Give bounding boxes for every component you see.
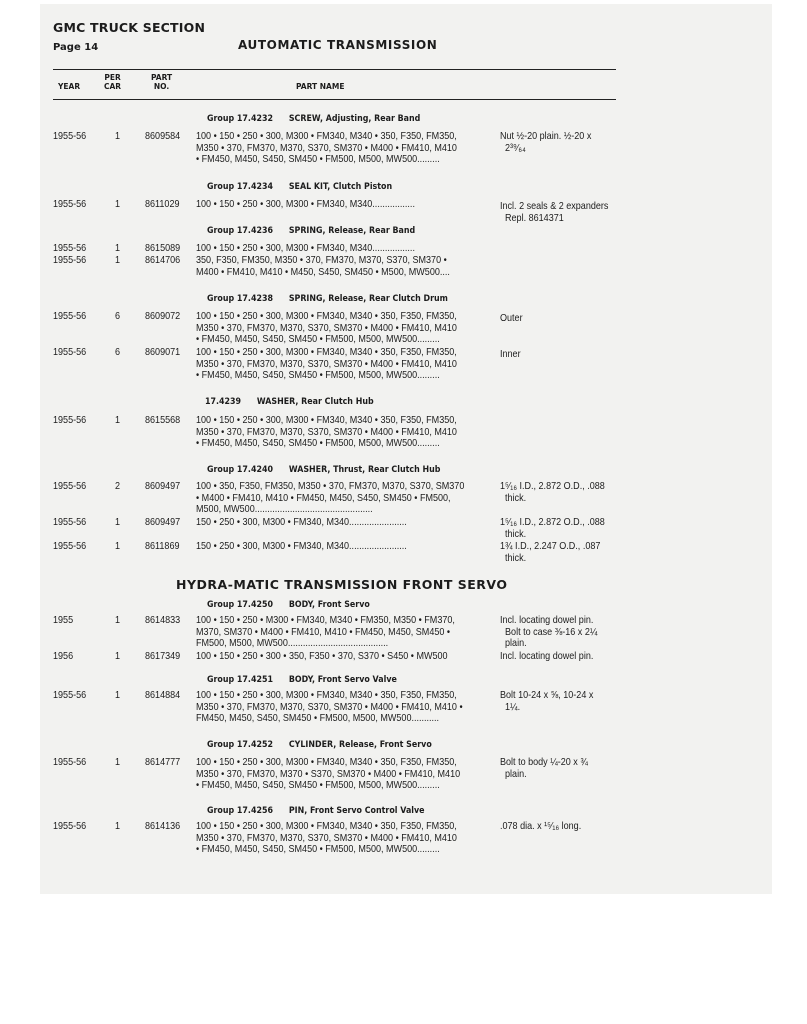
- row-year: 1955-56: [53, 414, 87, 426]
- row-part-number: 8609497: [145, 480, 181, 492]
- group-heading: Group 17.4234 SEAL KIT, Clutch Piston: [207, 182, 393, 192]
- row-year: 1955-56: [53, 756, 87, 768]
- row-description: 100 • 150 • 250 • 300, M300 • FM340, M340 • 350, F350, FM350, M350 • 370, FM370, M370, S370, SM370 • M400 • FM410, M410 • FM450, M450, S450, SM450 • FM500, M500, MW500.........: [196, 346, 457, 381]
- group-heading: Group 17.4251 BODY, Front Servo Valve: [207, 675, 397, 685]
- row-part-number: 8609497: [145, 516, 181, 528]
- row-qty: 2: [115, 480, 121, 492]
- row-part-number: 8611029: [145, 198, 180, 210]
- row-description: 100 • 150 • 250 • 300, M300 • FM340, M340 • 350, F350, FM350, M350 • 370, FM370, M370, S370, SM370 • M400 • FM410, M410 • FM450, M450, S450, SM450 • FM500, M500, MW500.........: [196, 820, 457, 855]
- row-qty: 1: [115, 756, 121, 768]
- row-year: 1955-56: [53, 480, 87, 492]
- row-remark: .078 dia. x ¹⁵⁄₁₆ long.: [500, 820, 582, 832]
- section-heading: HYDRA-MATIC TRANSMISSION FRONT SERVO: [176, 577, 508, 592]
- row-qty: 1: [115, 650, 121, 662]
- row-year: 1955-56: [53, 310, 87, 322]
- row-remark: Incl. 2 seals & 2 expanders Repl. 8614371: [500, 200, 609, 224]
- row-year: 1955-56: [53, 242, 87, 254]
- row-description: 100 • 150 • 250 • 300, M300 • FM340, M340.................: [196, 198, 415, 210]
- row-part-number: 8614833: [145, 614, 181, 626]
- page-title: AUTOMATIC TRANSMISSION: [238, 38, 438, 52]
- row-description: 100 • 150 • 250 • 300 • 350, F350 • 370, S370 • S450 • MW500: [196, 650, 448, 662]
- row-qty: 6: [115, 310, 121, 322]
- row-year: 1955: [53, 614, 74, 626]
- row-qty: 1: [115, 614, 121, 626]
- row-description: 100 • 150 • 250 • 300, M300 • FM340, M340 • 350, F350, FM350, M350 • 370, FM370, M370 • S370, SM370 • M400 • FM410, M410 • FM450, M450, S450, SM450 • FM500, M500, MW500.........: [196, 756, 461, 791]
- row-qty: 1: [115, 820, 121, 832]
- row-part-number: 8614884: [145, 689, 181, 701]
- row-description: 100 • 350, F350, FM350, M350 • 370, FM370, M370, S370, SM370 • M400 • FM410, M410 • FM450, M450, S450, SM450 • FM500, M500, MW500...............................................: [196, 480, 465, 515]
- row-remark: 1⁵⁄₁₆ I.D., 2.872 O.D., .088 thick.: [500, 480, 605, 504]
- group-heading: Group 17.4236 SPRING, Release, Rear Band: [207, 226, 416, 236]
- col-part-no: PART NO.: [151, 73, 173, 91]
- row-qty: 1: [115, 516, 121, 528]
- row-year: 1955-56: [53, 198, 87, 210]
- row-year: 1955-56: [53, 689, 87, 701]
- row-description: 150 • 250 • 300, M300 • FM340, M340.......................: [196, 540, 407, 552]
- row-qty: 1: [115, 198, 121, 210]
- row-remark: Nut ½-20 plain. ½-20 x 2³⁹⁄₆₄: [500, 130, 592, 154]
- row-remark: Incl. locating dowel pin.: [500, 650, 594, 662]
- row-remark: Bolt 10-24 x ⅝, 10-24 x 1¼.: [500, 689, 594, 713]
- row-year: 1955-56: [53, 540, 87, 552]
- group-heading: Group 17.4256 PIN, Front Servo Control Valve: [207, 806, 425, 816]
- row-year: 1955-56: [53, 516, 87, 528]
- row-qty: 6: [115, 346, 121, 358]
- row-remark: Outer: [500, 312, 523, 324]
- row-remark: 1¾ I.D., 2.247 O.D., .087 thick.: [500, 540, 601, 564]
- row-qty: 1: [115, 254, 121, 266]
- row-year: 1955-56: [53, 130, 87, 142]
- col-year: YEAR: [58, 82, 81, 91]
- section-title: GMC TRUCK SECTION: [53, 20, 206, 35]
- row-part-number: 8609072: [145, 310, 181, 322]
- row-description: 100 • 150 • 250 • 300, M300 • FM340, M340 • 350, F350, FM350, M350 • 370, FM370, M370, S370, SM370 • M400 • FM410, M410 • FM450, M450, S450, SM450 • FM500, M500, MW500...........: [196, 689, 463, 724]
- row-part-number: 8609584: [145, 130, 181, 142]
- row-remark: 1⁵⁄₁₆ I.D., 2.872 O.D., .088 thick.: [500, 516, 605, 540]
- row-qty: 1: [115, 242, 121, 254]
- row-description: 150 • 250 • 300, M300 • FM340, M340.......................: [196, 516, 407, 528]
- row-part-number: 8611869: [145, 540, 180, 552]
- group-heading: Group 17.4240 WASHER, Thrust, Rear Clutch Hub: [207, 465, 441, 475]
- row-year: 1955-56: [53, 254, 87, 266]
- group-heading: Group 17.4238 SPRING, Release, Rear Clutch Drum: [207, 294, 448, 304]
- row-part-number: 8614777: [145, 756, 181, 768]
- row-description: 100 • 150 • 250 • 300, M300 • FM340, M340 • 350, F350, FM350, M350 • 370, FM370, M370, S370, SM370 • M400 • FM410, M410 • FM450, M450, S450, SM450 • FM500, M500, MW500.........: [196, 414, 457, 449]
- row-remark: Bolt to body ¼-20 x ¾ plain.: [500, 756, 588, 780]
- col-per-car: PER CAR: [104, 73, 122, 91]
- row-part-number: 8615568: [145, 414, 181, 426]
- group-heading: Group 17.4232 SCREW, Adjusting, Rear Band: [207, 114, 421, 124]
- page-number: Page 14: [53, 42, 99, 53]
- row-year: 1955-56: [53, 346, 87, 358]
- row-remark: Incl. locating dowel pin. Bolt to case ⅜-16 x 2¼ plain.: [500, 614, 598, 649]
- row-qty: 1: [115, 540, 121, 552]
- row-part-number: 8615089: [145, 242, 181, 254]
- row-description: 100 • 150 • 250 • 300, M300 • FM340, M340 • 350, F350, FM350, M350 • 370, FM370, M370, S370, SM370 • M400 • FM410, M410 • FM450, M450, S450, SM450 • FM500, M500, MW500.........: [196, 130, 457, 165]
- row-part-number: 8614136: [145, 820, 181, 832]
- row-description: 350, F350, FM350, M350 • 370, FM370, M370, S370, SM370 • M400 • FM410, M410 • M450, S450, SM450 • M500, MW500....: [196, 254, 450, 278]
- col-part-name: PART NAME: [296, 82, 345, 91]
- row-qty: 1: [115, 414, 121, 426]
- row-description: 100 • 150 • 250 • 300, M300 • FM340, M340.................: [196, 242, 415, 254]
- row-remark: Inner: [500, 348, 521, 360]
- row-part-number: 8617349: [145, 650, 181, 662]
- row-part-number: 8609071: [145, 346, 181, 358]
- group-heading: Group 17.4252 CYLINDER, Release, Front Servo: [207, 740, 432, 750]
- row-qty: 1: [115, 130, 121, 142]
- row-part-number: 8614706: [145, 254, 181, 266]
- row-year: 1956: [53, 650, 74, 662]
- row-qty: 1: [115, 689, 121, 701]
- group-heading: Group 17.4250 BODY, Front Servo: [207, 600, 370, 610]
- header-rule-top: [53, 69, 616, 70]
- row-description: 100 • 150 • 250 • M300 • FM340, M340 • FM350, M350 • FM370, M370, SM370 • M400 • FM410, M410 • FM450, M450, SM450 • FM500, M500, MW500........................................: [196, 614, 455, 649]
- header-rule-bottom: [53, 99, 616, 100]
- group-heading: 17.4239 WASHER, Rear Clutch Hub: [205, 397, 374, 407]
- row-description: 100 • 150 • 250 • 300, M300 • FM340, M340 • 350, F350, FM350, M350 • 370, FM370, M370, S370, SM370 • M400 • FM410, M410 • FM450, M450, S450, SM450 • FM500, M500, MW500.........: [196, 310, 457, 345]
- row-year: 1955-56: [53, 820, 87, 832]
